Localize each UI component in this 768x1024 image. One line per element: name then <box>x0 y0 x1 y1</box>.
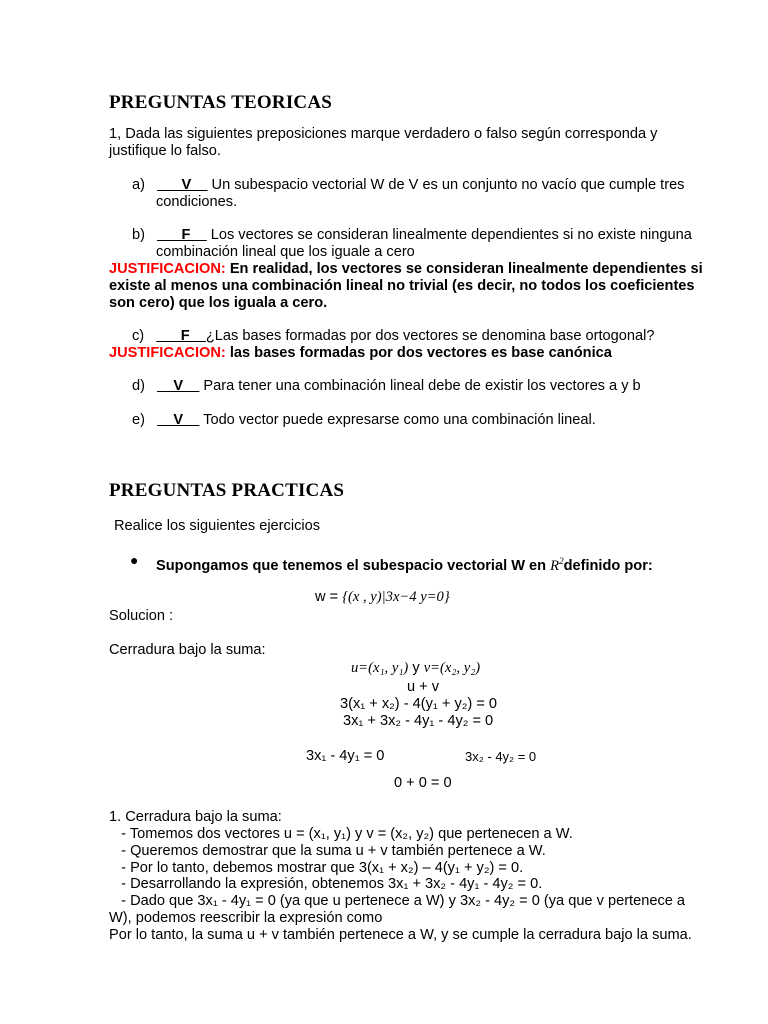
bullet-after-text: definido por: <box>563 557 653 574</box>
bullet-main-text: Supongamos que tenemos el subespacio vectorial W en <box>156 557 547 574</box>
explanation-line: - Tomemos dos vectores u = (x₁, y₁) y v = (x₂, y₂) que pertenecen a W. <box>109 826 573 842</box>
answer-blank: ___V__ <box>157 177 208 193</box>
answer-blank: __V__ <box>157 378 200 394</box>
justification-b <box>109 261 703 278</box>
question-letter: c) <box>132 328 145 344</box>
question-text: Un subespacio vectorial W de V es un conjunto no vacío que cumple tres <box>211 177 685 193</box>
equation-u-plus-v: u + v <box>407 679 440 695</box>
uv-y: y <box>412 660 420 676</box>
r-letter: R <box>550 557 560 574</box>
intro-line: justifique lo falso. <box>109 143 221 159</box>
explanation-line: Por lo tanto, la suma u + v también pertenece a W, y se cumple la cerradura bajo la suma. <box>109 927 692 943</box>
question-letter: a) <box>132 177 145 193</box>
explanation-line: - Desarrollando la expresión, obtenemos 3x₁ + 3x₂ - 4y₁ - 4y₂ = 0. <box>109 876 543 892</box>
w-set: {(x , y)|3x−4 y=0} <box>342 589 450 605</box>
justification-text: existe al menos una combinación lineal no trivial (es decir, no todos los coeficientes <box>109 278 695 294</box>
question-letter: e) <box>132 412 145 428</box>
u-def: u=(x₁, y₁) <box>351 660 409 676</box>
question-text: Todo vector puede expresarse como una combinación lineal. <box>203 412 596 428</box>
instruction-text: Realice los siguientes ejercicios <box>114 518 321 534</box>
question-c <box>132 328 654 345</box>
equation-left: 3x₁ - 4y₁ = 0 <box>306 748 385 764</box>
question-text: Los vectores se consideran linealmente dependientes si no existe ninguna <box>210 227 692 243</box>
question-b <box>132 227 692 244</box>
heading-practicas: PREGUNTAS PRACTICAS <box>109 480 345 501</box>
question-letter: d) <box>132 378 145 394</box>
question-d <box>132 378 641 395</box>
bullet-icon: ● <box>130 552 139 568</box>
justification-label: JUSTIFICACION: <box>109 345 226 361</box>
question-e <box>132 412 596 429</box>
question-a <box>132 177 684 194</box>
question-text-cont: combinación lineal que los iguale a cero <box>156 244 415 260</box>
explanation-line: - Por lo tanto, debemos mostrar que 3(x₁ + x₂) – 4(y₁ + y₂) = 0. <box>109 860 524 876</box>
v-def: v=(x₂, y₂) <box>423 660 481 676</box>
justification-text: En realidad, los vectores se consideran linealmente dependientes si <box>229 261 703 277</box>
solucion-label: Solucion : <box>109 608 174 624</box>
justification-text: son cero) que los iguala a cero. <box>109 295 328 311</box>
answer-blank: ___F__ <box>156 328 206 344</box>
equation-line: 3(x₁ + x₂) - 4(y₁ + y₂) = 0 <box>340 696 498 712</box>
question-text: Para tener una combinación lineal debe de existir los vectores a y b <box>203 378 641 394</box>
justification-label: JUSTIFICACION: <box>109 261 226 277</box>
bullet-text <box>156 553 653 575</box>
r-exponent: 2 <box>559 556 564 566</box>
question-text-cont: condiciones. <box>156 194 238 210</box>
w-label: w = <box>315 589 339 605</box>
justification-c <box>109 345 612 362</box>
explanation-line: 1. Cerradura bajo la suma: <box>109 809 282 825</box>
answer-blank: __V__ <box>157 412 200 428</box>
justification-text: las bases formadas por dos vectores es base canónica <box>229 345 612 361</box>
set-definition <box>315 589 450 606</box>
heading-teoricas: PREGUNTAS TEORICAS <box>109 92 333 113</box>
equation-line: 3x₁ + 3x₂ - 4y₁ - 4y₂ = 0 <box>343 713 494 729</box>
equation-right: 3x₂ - 4y₂ = 0 <box>465 749 537 764</box>
intro-line: 1, Dada las siguientes preposiciones marque verdadero o falso según corresponda y <box>109 126 658 142</box>
answer-blank: ___F__ <box>157 227 207 243</box>
explanation-line: - Queremos demostrar que la suma u + v también pertenece a W. <box>109 843 546 859</box>
explanation-line: - Dado que 3x₁ - 4y₁ = 0 (ya que u pertenece a W) y 3x₂ - 4y₂ = 0 (ya que v pertenece a <box>109 893 686 909</box>
uv-definition <box>351 660 480 677</box>
cerradura-label: Cerradura bajo la suma: <box>109 642 266 658</box>
question-text: ¿Las bases formadas por dos vectores se denomina base ortogonal? <box>205 328 655 344</box>
r-symbol <box>550 558 563 574</box>
equation-line: 0 + 0 = 0 <box>394 775 452 791</box>
question-letter: b) <box>132 227 145 243</box>
explanation-line: W), podemos reescribir la expresión como <box>109 910 383 926</box>
